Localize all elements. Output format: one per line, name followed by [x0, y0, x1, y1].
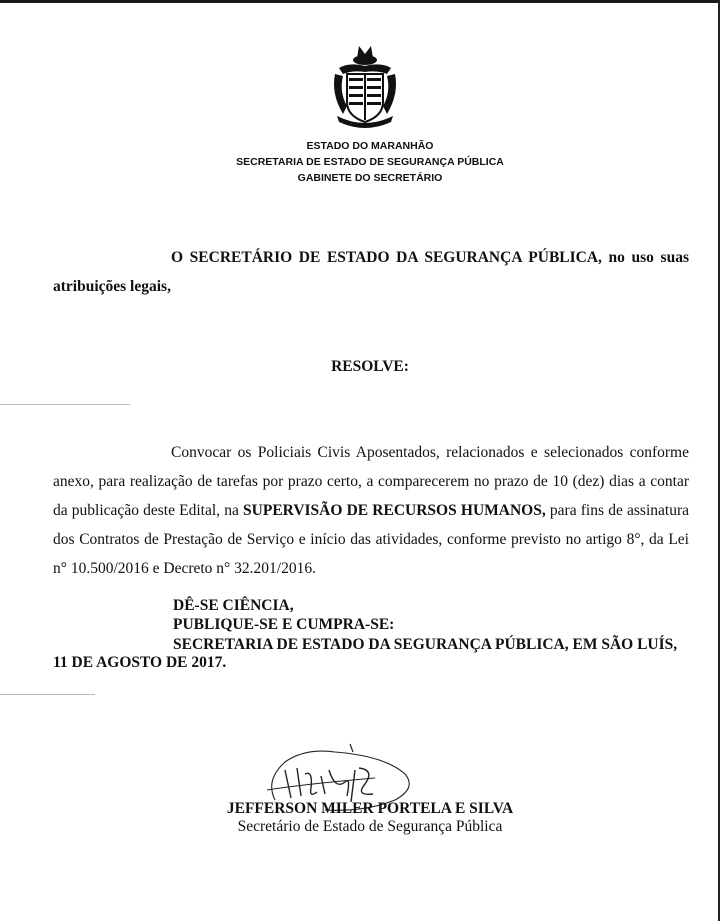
body-paragraph [53, 438, 689, 583]
header-secretariat: SECRETARIA DE ESTADO DE SEGURANÇA PÚBLICA [236, 156, 504, 168]
scan-artifact [0, 694, 95, 695]
scan-artifact [0, 404, 130, 405]
closing-line-3: SECRETARIA DE ESTADO DA SEGURANÇA PÚBLICA, EM SÃO LUÍS, 11 DE AGOSTO DE 2017. [53, 636, 678, 671]
state-coat-of-arms-icon [329, 44, 401, 128]
closing-line-1: DÊ-SE CIÊNCIA, [173, 597, 294, 614]
intro-paragraph: O SECRETÁRIO DE ESTADO DA SEGURANÇA PÚBLICA, no uso suas atribuições legais, [53, 249, 689, 295]
body-text-part2: para fins de assinatura dos Contratos de Prestação de Serviço e início das atividades, conforme previsto no artigo 8°, da Lei n° 10.500/2016 e Decreto n° 32.201/2016. [53, 502, 689, 577]
header-office: GABINETE DO SECRETÁRIO [297, 172, 443, 184]
body-highlight: SUPERVISÃO DE RECURSOS HUMANOS, [243, 502, 546, 519]
header-state: ESTADO DO MARANHÃO [306, 140, 434, 152]
resolve-heading: RESOLVE: [331, 358, 409, 375]
closing-line-2: PUBLIQUE-SE E CUMPRA-SE: [173, 616, 395, 633]
signer-role: Secretário de Estado de Segurança Pública [237, 818, 503, 835]
body-text-part1: Convocar os Policiais Civis Aposentados, relacionados e selecionados conforme anexo, para realização de tarefas por prazo certo, a comparecerem no prazo de 10 (dez) dias a contar da publicação deste Edital, na [53, 444, 689, 519]
signer-name: JEFFERSON MILER PORTELA E SILVA [226, 800, 514, 817]
top-border [0, 0, 720, 3]
